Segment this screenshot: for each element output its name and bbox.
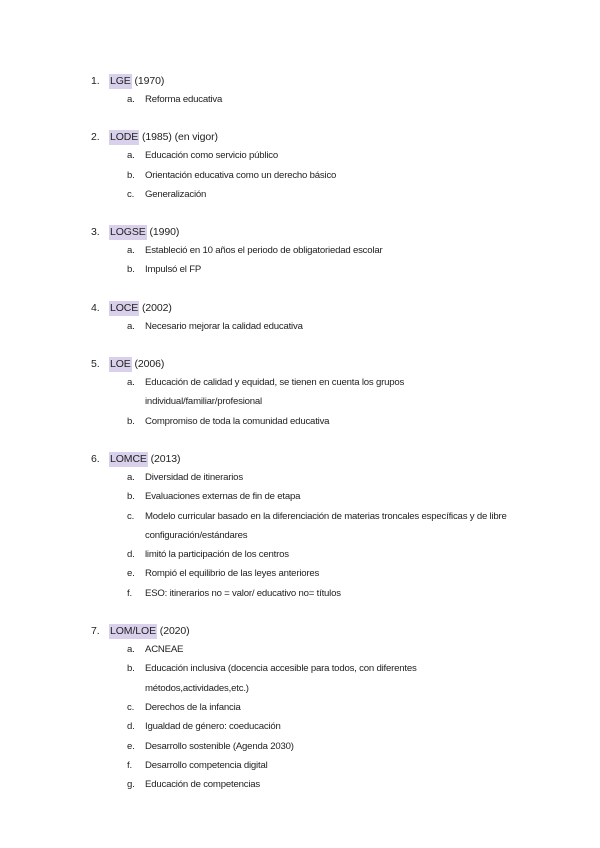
law-item-list <box>0 241 600 280</box>
law-heading <box>0 72 600 90</box>
list-item-letter: a. <box>127 471 135 483</box>
list-item <box>0 468 600 487</box>
list-item <box>0 640 600 659</box>
list-item-letter: b. <box>127 264 135 276</box>
list-item-text: ACNEAE <box>145 644 184 656</box>
document-page <box>0 72 600 813</box>
list-item-letter: f. <box>127 587 132 599</box>
list-item <box>0 317 600 336</box>
list-item-text: Evaluaciones externas de fin de etapa <box>145 491 301 503</box>
law-number: 7. <box>91 625 100 638</box>
list-item-text: Generalización <box>145 188 207 200</box>
law-acronym-highlight: LOCE <box>110 301 139 314</box>
law-title <box>109 355 164 373</box>
list-item-letter: f. <box>127 759 132 771</box>
list-item <box>0 90 600 109</box>
list-item-letter: b. <box>127 491 135 503</box>
law-title <box>109 128 218 146</box>
list-item-text: Compromiso de toda la comunidad educativa <box>145 415 330 427</box>
law-number: 4. <box>91 301 100 314</box>
list-item-letter: a. <box>127 94 135 105</box>
law-year: (1985) (en vigor) <box>139 131 218 144</box>
list-item-text: Rompió el equilibrio de las leyes anteriores <box>145 568 320 580</box>
law-acronym-highlight: LOMCE <box>110 452 147 465</box>
list-item-text: Desarrollo competencia digital <box>145 759 268 771</box>
law-acronym-highlight: LODE <box>110 131 139 144</box>
law-section <box>0 128 600 204</box>
list-item <box>0 584 600 603</box>
list-item-letter: a. <box>127 644 135 656</box>
list-item <box>0 545 600 564</box>
list-item <box>0 166 600 185</box>
law-title <box>109 299 172 317</box>
list-item-letter: c. <box>127 188 135 200</box>
list-item-letter: c. <box>127 701 135 713</box>
list-item <box>0 659 600 698</box>
law-section <box>0 299 600 336</box>
list-item-letter: e. <box>127 740 135 752</box>
law-title <box>109 72 164 90</box>
law-year: (2002) <box>139 301 172 314</box>
law-year: (2006) <box>131 358 165 371</box>
list-item <box>0 737 600 756</box>
law-section <box>0 355 600 431</box>
list-item <box>0 775 600 794</box>
list-item <box>0 717 600 736</box>
law-item-list <box>0 468 600 603</box>
law-heading <box>0 355 600 373</box>
list-item-text: Diversidad de itinerarios <box>145 471 243 483</box>
list-item-text: Reforma educativa <box>145 94 223 105</box>
list-item-text: Educación inclusiva (docencia accesible para todos, con diferentes métodos,actividades,etc.) <box>145 663 417 694</box>
law-item-list <box>0 90 600 109</box>
list-item-letter: b. <box>127 415 135 427</box>
law-section <box>0 223 600 280</box>
list-item <box>0 487 600 506</box>
list-item <box>0 260 600 279</box>
law-acronym-highlight: LOGSE <box>110 226 146 239</box>
list-item-text: Orientación educativa como un derecho básico <box>145 169 337 181</box>
law-item-list <box>0 640 600 794</box>
law-acronym-highlight: LOE <box>110 358 131 371</box>
list-item-text: Educación de calidad y equidad, se tienen en cuenta los grupos individual/familiar/profesional <box>145 377 405 408</box>
law-number: 3. <box>91 226 100 239</box>
law-year: (1990) <box>146 226 180 239</box>
law-title <box>109 450 180 468</box>
list-item-letter: a. <box>127 150 135 162</box>
law-section <box>0 622 600 794</box>
list-item-letter: e. <box>127 568 135 580</box>
list-item <box>0 146 600 165</box>
law-number: 1. <box>91 75 100 87</box>
list-item-letter: b. <box>127 663 135 675</box>
law-item-list <box>0 317 600 336</box>
law-heading <box>0 223 600 241</box>
list-item-text: Estableció en 10 años el periodo de obligatoriedad escolar <box>145 245 383 257</box>
law-section <box>0 72 600 109</box>
law-heading <box>0 622 600 640</box>
list-item-letter: a. <box>127 377 135 389</box>
law-heading <box>0 128 600 146</box>
list-item-text: limitó la participación de los centros <box>145 549 289 561</box>
law-number: 2. <box>91 131 100 144</box>
law-acronym-highlight: LOM/LOE <box>110 625 156 638</box>
list-item-text: Impulsó el FP <box>145 264 202 276</box>
list-item <box>0 241 600 260</box>
list-item-letter: a. <box>127 245 135 257</box>
list-item <box>0 564 600 583</box>
list-item-letter: a. <box>127 320 135 332</box>
law-acronym-highlight: LGE <box>110 75 131 87</box>
law-item-list <box>0 373 600 431</box>
list-item <box>0 185 600 204</box>
list-item-letter: d. <box>127 549 135 561</box>
list-item-text: Educación de competencias <box>145 779 260 791</box>
list-item-letter: c. <box>127 510 135 522</box>
list-item <box>0 507 600 546</box>
law-heading <box>0 450 600 468</box>
list-item-text: Derechos de la infancia <box>145 701 241 713</box>
law-heading <box>0 299 600 317</box>
list-item-letter: g. <box>127 779 135 791</box>
law-title <box>109 622 190 640</box>
list-item-text: ESO: itinerarios no = valor/ educativo no= títulos <box>145 587 341 599</box>
list-item-letter: b. <box>127 169 135 181</box>
list-item-text: Educación como servicio público <box>145 150 278 162</box>
law-item-list <box>0 146 600 204</box>
list-item-text: Modelo curricular basado en la diferenciación de materias troncales específicas y de libre configuración/estándares <box>145 510 507 541</box>
law-number: 6. <box>91 452 100 465</box>
law-title <box>109 223 179 241</box>
list-item <box>0 373 600 412</box>
list-item-text: Igualdad de género: coeducación <box>145 721 281 733</box>
list-item <box>0 756 600 775</box>
list-item <box>0 412 600 431</box>
law-number: 5. <box>91 358 100 371</box>
list-item-letter: d. <box>127 721 135 733</box>
law-year: (2013) <box>147 452 181 465</box>
law-year: (2020) <box>156 625 190 638</box>
list-item-text: Desarrollo sostenible (Agenda 2030) <box>145 740 294 752</box>
list-item-text: Necesario mejorar la calidad educativa <box>145 320 303 332</box>
law-year: (1970) <box>131 75 165 87</box>
law-section <box>0 450 600 603</box>
list-item <box>0 698 600 717</box>
